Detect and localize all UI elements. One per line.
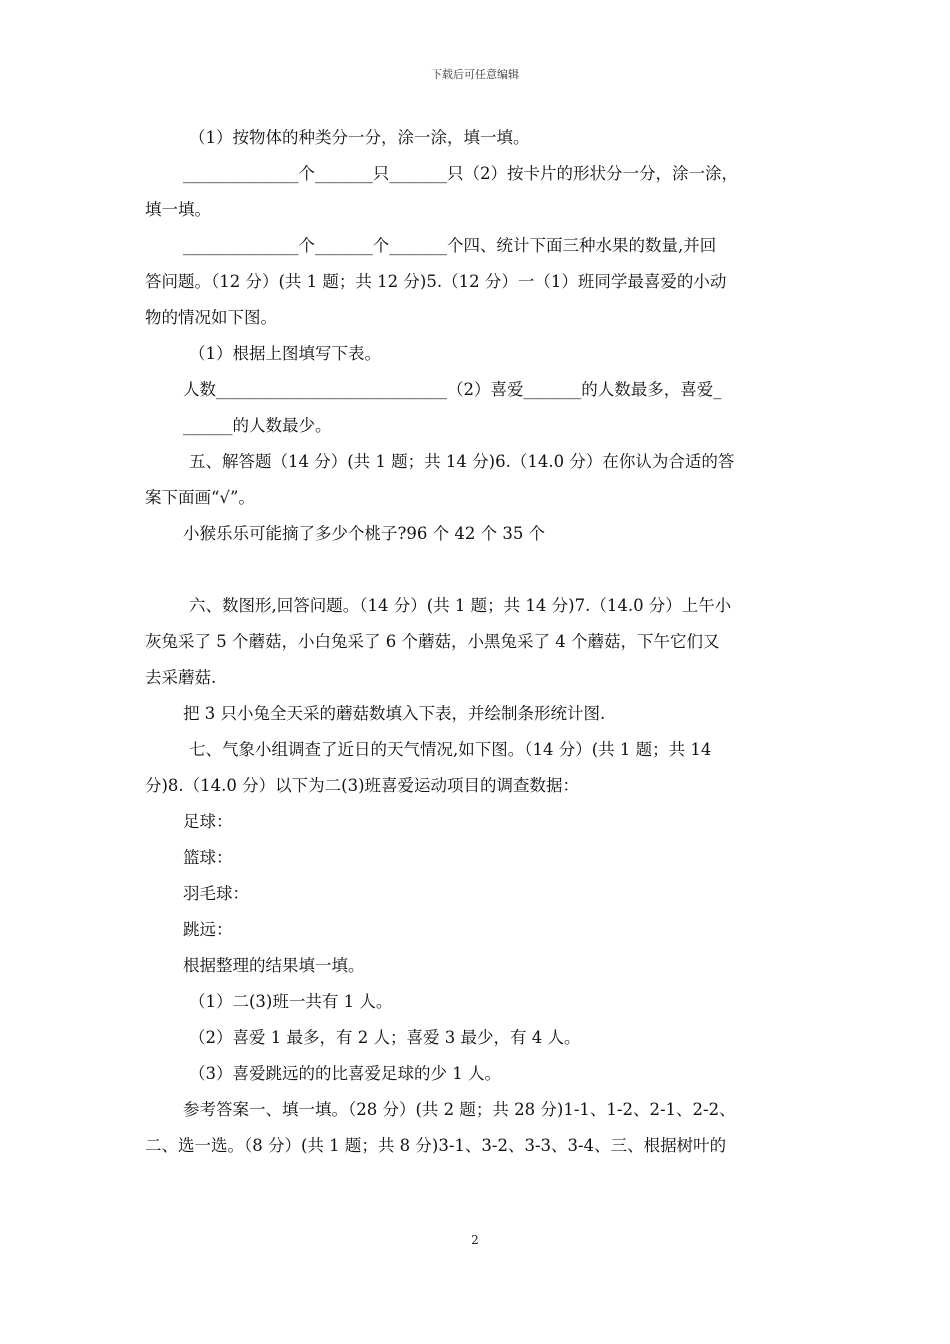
- answer-key-line: 二、选一选。（8 分）(共 1 题；共 8 分)3-1、3-2、3-3、3-4、三、根据树叶的: [145, 1136, 727, 1155]
- section-6-heading: 六、数图形,回答问题。（14 分）(共 1 题；共 14 分)7.（14.0 分）上午小: [189, 596, 732, 615]
- page-number: 2: [471, 1233, 479, 1247]
- section-4-heading: 答问题。（12 分）(共 1 题；共 12 分)5.（12 分）一（1）班同学最喜爱的小动: [145, 272, 727, 291]
- survey-badminton: 羽毛球：: [183, 884, 249, 903]
- blank-line-1: ______________个_______只_______只（2）按卡片的形状分一分，涂一涂，: [183, 164, 738, 183]
- text-line: 根据整理的结果填一填。: [183, 956, 365, 975]
- text-line: 案下面画“√”。: [145, 488, 255, 507]
- survey-football: 足球：: [183, 812, 233, 831]
- question-7-instruction: 把 3 只小兔全天采的蘑菇数填入下表，并绘制条形统计图.: [183, 704, 606, 723]
- answer-blank-line: 人数____________________________（2）喜爱_______的人数最多，喜爱_: [183, 380, 722, 399]
- section-5-heading: 五、解答题（14 分）(共 1 题；共 14 分)6.（14.0 分）在你认为合适的答: [189, 452, 735, 471]
- question-8-part2: （2）喜爱 1 最多，有 2 人；喜爱 3 最少，有 4 人。: [189, 1028, 581, 1047]
- document-body: [145, 120, 815, 1164]
- survey-long-jump: 跳远：: [183, 920, 233, 939]
- blank-line-2: ______________个_______个_______个四、统计下面三种水果的数量,并回: [183, 236, 717, 255]
- text-line: 填一填。: [145, 200, 211, 219]
- page-header: 下载后可任意编辑: [431, 68, 519, 81]
- section-7-heading: 七、气象小组调查了近日的天气情况,如下图。（14 分）(共 1 题；共 14: [189, 740, 712, 759]
- text-line: 物的情况如下图。: [145, 308, 277, 327]
- question-6-text: 小猴乐乐可能摘了多少个桃子?96 个 42 个 35 个: [183, 524, 546, 543]
- question-4-part1: （1）按物体的种类分一分，涂一涂，填一填。: [189, 128, 530, 147]
- answer-key-heading: 参考答案一、填一填。（28 分）(共 2 题；共 28 分)1-1、1-2、2-1、2-2、: [183, 1100, 736, 1119]
- text-line: 分)8.（14.0 分）以下为二(3)班喜爱运动项目的调查数据：: [145, 776, 580, 795]
- text-line: 灰兔采了 5 个蘑菇，小白兔采了 6 个蘑菇，小黑兔采了 4 个蘑菇，下午它们又: [145, 632, 720, 651]
- question-8-part1: （1）二(3)班一共有 1 人。: [189, 992, 393, 1011]
- question-5-part1: （1）根据上图填写下表。: [189, 344, 381, 363]
- question-8-part3: （3）喜爱跳远的的比喜爱足球的少 1 人。: [189, 1064, 501, 1083]
- answer-blank-line: ______的人数最少。: [183, 416, 332, 435]
- survey-basketball: 篮球：: [183, 848, 233, 867]
- spacer: [145, 552, 815, 588]
- text-line: 去采蘑菇.: [145, 668, 217, 687]
